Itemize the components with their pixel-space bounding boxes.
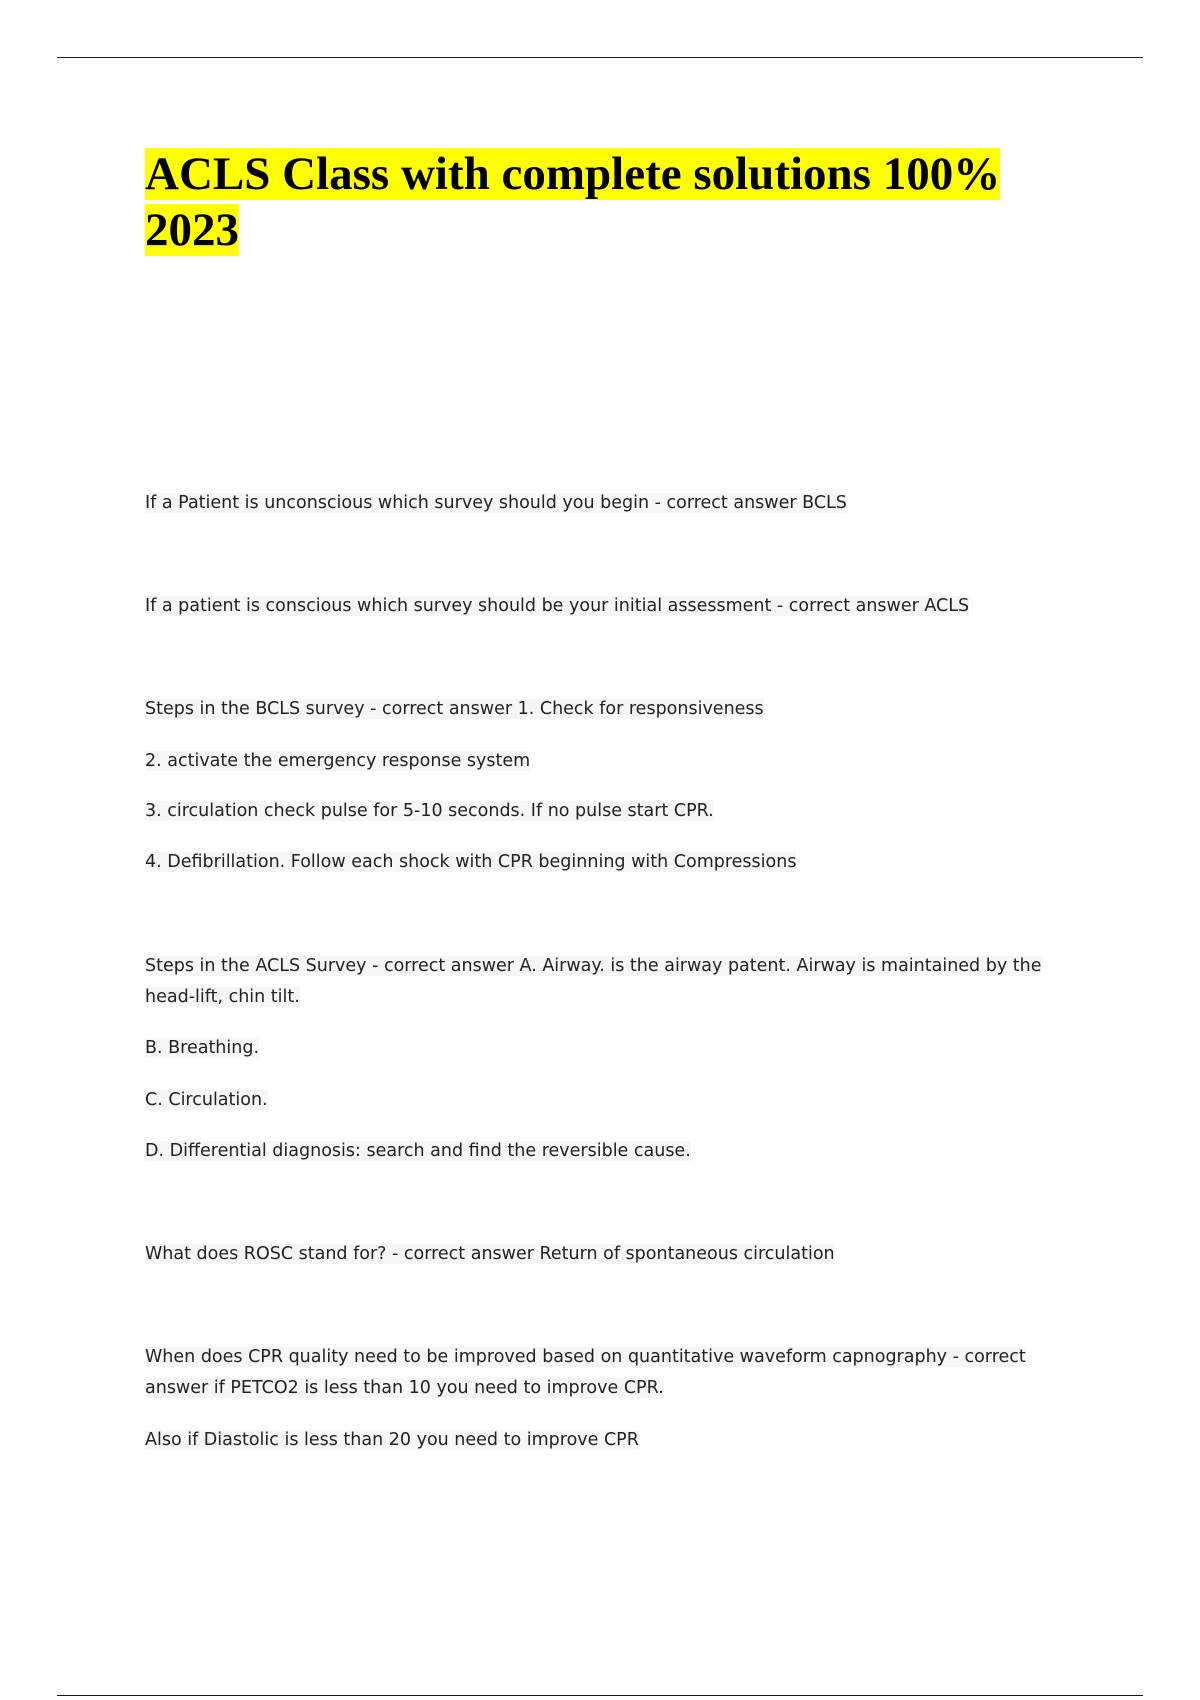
list-item: B. Breathing. bbox=[145, 1038, 260, 1058]
list-item: 2. activate the emergency response system bbox=[145, 751, 531, 771]
list-item: 3. circulation check pulse for 5-10 seconds. If no pulse start CPR. bbox=[145, 801, 714, 821]
qa-paragraph: If a Patient is unconscious which survey should you begin - correct answer BCLS bbox=[145, 493, 847, 513]
list-item: C. Circulation. bbox=[145, 1090, 268, 1110]
list-item: 4. Defibrillation. Follow each shock with CPR beginning with Compressions bbox=[145, 852, 797, 872]
qa-paragraph: If a patient is conscious which survey should be your initial assessment - correct answer ACLS bbox=[145, 596, 970, 616]
bottom-rule bbox=[57, 1695, 1143, 1696]
qa-paragraph: Steps in the ACLS Survey - correct answer A. Airway. is the airway patent. Airway is maintained by the head-lift, chin tilt. bbox=[145, 956, 1042, 1007]
qa-paragraph: Also if Diastolic is less than 20 you need to improve CPR bbox=[145, 1430, 639, 1450]
top-rule bbox=[57, 57, 1143, 58]
qa-paragraph: What does ROSC stand for? - correct answer Return of spontaneous circulation bbox=[145, 1244, 835, 1264]
title-highlight: ACLS Class with complete solutions 100% 2023 bbox=[145, 148, 1001, 256]
list-item: D. Differential diagnosis: search and find the reversible cause. bbox=[145, 1141, 691, 1161]
qa-paragraph: When does CPR quality need to be improved based on quantitative waveform capnography - correct answer if PETCO2 is less than 10 you need to improve CPR. bbox=[145, 1347, 1026, 1398]
qa-paragraph: Steps in the BCLS survey - correct answer 1. Check for responsiveness bbox=[145, 699, 764, 719]
document-title bbox=[145, 146, 1065, 258]
